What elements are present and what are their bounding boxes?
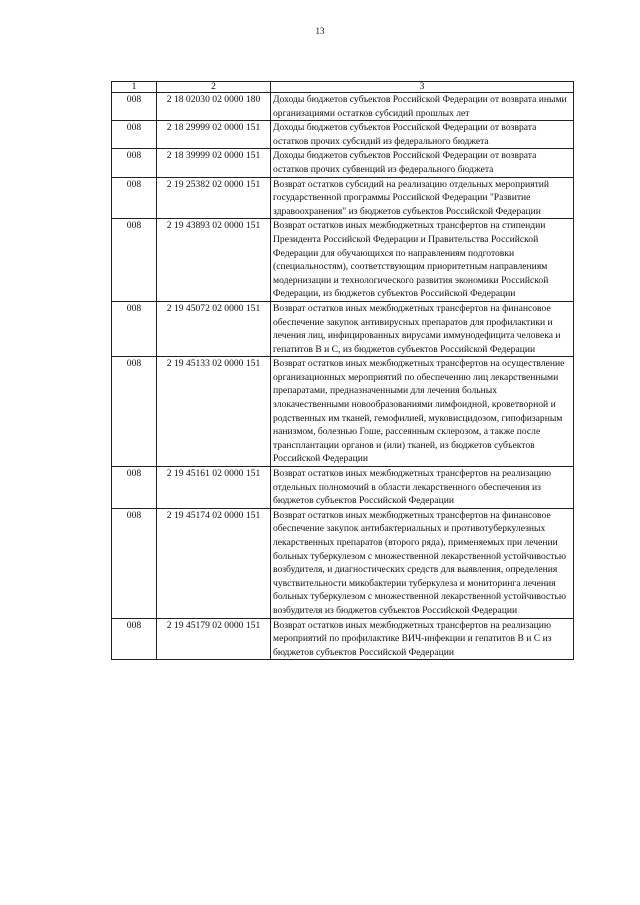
- admin-code-cell: 008: [112, 618, 157, 660]
- table-row: [112, 121, 574, 149]
- budget-code-cell: 2 19 43893 02 0000 151: [157, 219, 271, 302]
- budget-code-cell: 2 19 45179 02 0000 151: [157, 618, 271, 660]
- admin-code-cell: 008: [112, 357, 157, 467]
- column-header-2: 2: [157, 82, 271, 93]
- budget-code-cell: 2 19 45161 02 0000 151: [157, 467, 271, 509]
- admin-code-cell: 008: [112, 301, 157, 356]
- description-cell: Возврат остатков иных межбюджетных трансфертов на финансовое обеспечение закупок антибактериальных и противотуберкулезных лекарственных препаратов (второго ряда), применяемых при лечении больных туберкулезом с множественной лекарственной устойчивостью возбудителя, и диагностических средств для выявления, определения чувствительности микобактерии туберкулеза и мониторинга лечения больных туберкулезом с множественной лекарственной устойчивостью возбудителя из бюджетов субъектов Российской Федерации: [271, 508, 574, 618]
- table-row: [112, 508, 574, 618]
- budget-codes-table: [111, 81, 574, 660]
- description-cell: Возврат остатков иных межбюджетных трансфертов на реализацию мероприятий по профилактике ВИЧ-инфекции и гепатитов В и С из бюджетов субъектов Российской Федерации: [271, 618, 574, 660]
- description-cell: Возврат остатков иных межбюджетных трансфертов на осуществление организационных мероприятий по обеспечению лиц лекарственными препаратами, предназначенными для лечения больных злокачественными новообразованиями лимфоидной, кроветворной и родственных им тканей, гемофилией, муковисцидозом, гипофизарным нанизмом, болезнью Гоше, рассеянным склерозом, а также после трансплантации органов и (или) тканей, из бюджетов субъектов Российской Федерации: [271, 357, 574, 467]
- table-row: [112, 467, 574, 509]
- table-row: [112, 301, 574, 356]
- budget-code-cell: 2 18 29999 02 0000 151: [157, 121, 271, 149]
- budget-code-cell: 2 19 45133 02 0000 151: [157, 357, 271, 467]
- admin-code-cell: 008: [112, 149, 157, 177]
- budget-code-cell: 2 19 45174 02 0000 151: [157, 508, 271, 618]
- description-cell: Возврат остатков иных межбюджетных трансфертов на реализацию отдельных полномочий в области лекарственного обеспечения из бюджетов субъектов Российской Федерации: [271, 467, 574, 509]
- table-header-row: [112, 82, 574, 93]
- admin-code-cell: 008: [112, 467, 157, 509]
- table-row: [112, 357, 574, 467]
- budget-code-cell: 2 18 02030 02 0000 180: [157, 93, 271, 121]
- table-row: [112, 149, 574, 177]
- column-header-1: 1: [112, 82, 157, 93]
- admin-code-cell: 008: [112, 121, 157, 149]
- description-cell: Доходы бюджетов субъектов Российской Федерации от возврата остатков прочих субсидий из федерального бюджета: [271, 121, 574, 149]
- description-cell: Доходы бюджетов субъектов Российской Федерации от возврата иными организациями остатков субсидий прошлых лет: [271, 93, 574, 121]
- budget-code-cell: 2 19 25382 02 0000 151: [157, 177, 271, 219]
- admin-code-cell: 008: [112, 93, 157, 121]
- page-number: 13: [315, 26, 325, 36]
- table-row: [112, 93, 574, 121]
- budget-code-cell: 2 18 39999 02 0000 151: [157, 149, 271, 177]
- admin-code-cell: 008: [112, 219, 157, 302]
- table-row: [112, 219, 574, 302]
- budget-code-cell: 2 19 45072 02 0000 151: [157, 301, 271, 356]
- description-cell: Возврат остатков субсидий на реализацию отдельных мероприятий государственной программы Российской Федерации "Развитие здравоохранения" из бюджетов субъектов Российской Федерации: [271, 177, 574, 219]
- description-cell: Возврат остатков иных межбюджетных трансфертов на финансовое обеспечение закупок антивирусных препаратов для профилактики и лечения лиц, инфицированных вирусами иммунодефицита человека и гепатитов В и С, из бюджетов субъектов Российской Федерации: [271, 301, 574, 356]
- table-row: [112, 618, 574, 660]
- column-header-3: 3: [271, 82, 574, 93]
- description-cell: Доходы бюджетов субъектов Российской Федерации от возврата остатков прочих субвенций из федерального бюджета: [271, 149, 574, 177]
- table-row: [112, 177, 574, 219]
- description-cell: Возврат остатков иных межбюджетных трансфертов на стипендии Президента Российской Федерации и Правительства Российской Федерации для обучающихся по направлениям подготовки (специальностям), соответствующим приоритетным направлениям модернизации и технологического развития экономики Российской Федерации, из бюджетов субъектов Российской Федерации: [271, 219, 574, 302]
- admin-code-cell: 008: [112, 177, 157, 219]
- admin-code-cell: 008: [112, 508, 157, 618]
